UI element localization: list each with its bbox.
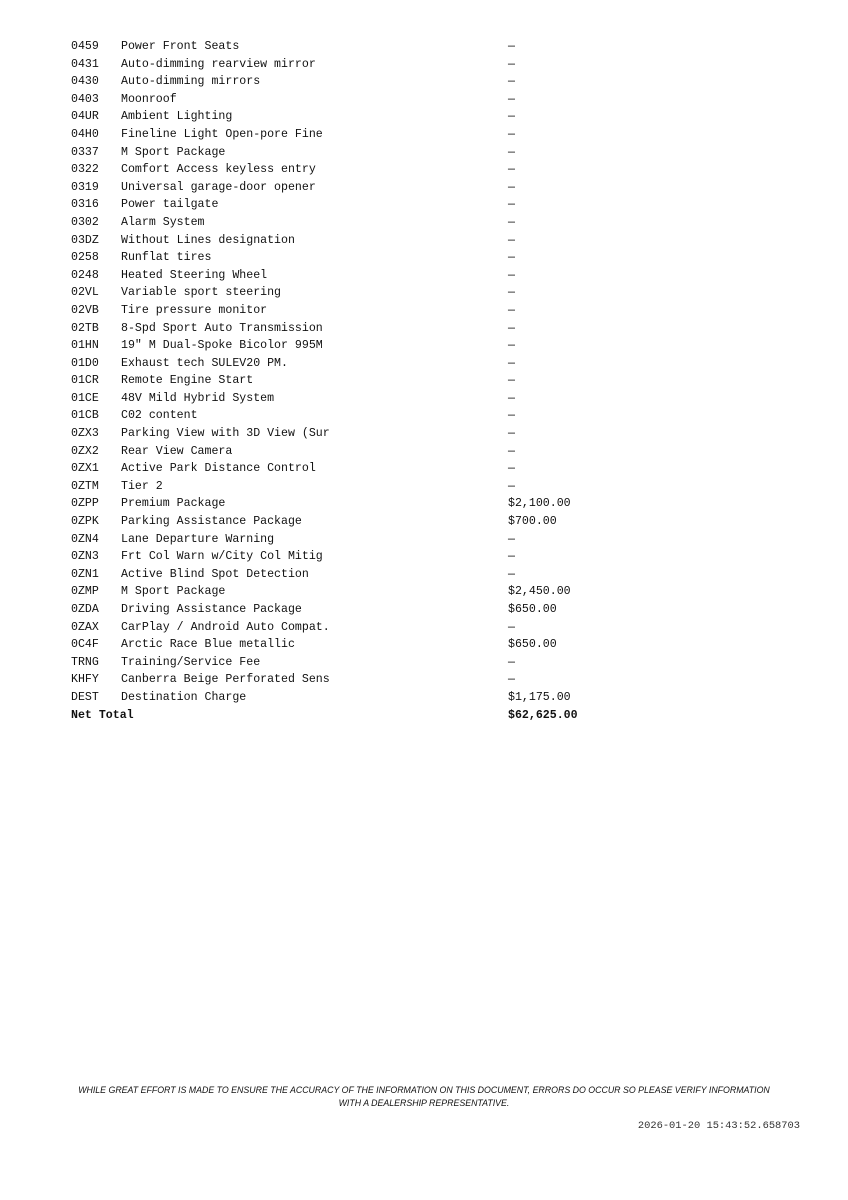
option-price: — [508,286,515,300]
option-price: — [508,127,515,141]
option-price: — [508,180,515,194]
line-item-row [71,619,631,637]
option-description: Moonroof [121,92,177,106]
line-item-row [71,443,631,461]
option-description: Fineline Light Open-pore Fine [121,127,323,141]
line-item-row [71,126,631,144]
line-item-row [71,179,631,197]
net-total-label: Net Total [71,708,134,722]
line-item-row [71,249,631,267]
line-item-row [71,232,631,250]
line-item-row [71,531,631,549]
option-price: — [508,215,515,229]
option-price: $650.00 [508,638,557,652]
option-price: — [508,321,515,335]
option-code: 01CB [71,409,99,423]
option-description: Heated Steering Wheel [121,268,268,282]
option-description: CarPlay / Android Auto Compat. [121,620,330,634]
line-item-row [71,320,631,338]
option-code: 01D0 [71,356,99,370]
option-code: 03DZ [71,233,99,247]
line-item-row [71,407,631,425]
line-item-row [71,144,631,162]
option-code: 0430 [71,75,99,89]
print-timestamp: 2026-01-20 15:43:52.658703 [637,1120,800,1132]
option-description: Frt Col Warn w/City Col Mitig [121,550,323,564]
option-code: 02VL [71,286,99,300]
option-description: M Sport Package [121,585,226,599]
option-code: 04H0 [71,127,99,141]
line-item-row [71,56,631,74]
option-price: — [508,75,515,89]
option-description: Parking Assistance Package [121,515,302,529]
line-item-row [71,355,631,373]
option-code: TRNG [71,655,99,669]
option-code: 0ZTM [71,479,99,493]
option-price: $2,100.00 [508,497,571,511]
option-code: 01CE [71,391,99,405]
option-price: — [508,163,515,177]
option-description: Ambient Lighting [121,110,233,124]
option-price: — [508,339,515,353]
option-description: Driving Assistance Package [121,603,302,616]
option-code: 0ZX1 [71,462,99,476]
option-description: Rear View Camera [121,444,233,458]
option-description: Training/Service Fee [121,655,261,669]
option-description: Exhaust tech SULEV20 PM. [121,356,288,370]
line-item-row [71,689,631,707]
option-code: 0ZPK [71,515,99,529]
option-code: 0322 [71,163,99,177]
line-item-row [71,654,631,672]
line-item-row [71,671,631,689]
option-price: — [508,409,515,423]
line-item-row [71,583,631,601]
line-item-row [71,495,631,513]
line-item-row [71,478,631,496]
option-price: — [508,356,515,370]
option-price: — [508,145,515,159]
option-code: 01HN [71,339,99,353]
option-price: — [508,110,515,124]
disclaimer-text: WHILE GREAT EFFORT IS MADE TO ENSURE THE ACCURACY OF THE INFORMATION ON THIS DOCUMENT, ERRORS DO OCCUR SO PLEASE VERIFY INFORMATION WITH A DEALERSHIP REPRESENTATIVE. [78,1085,770,1108]
line-item-row [71,548,631,566]
line-item-row [71,425,631,443]
option-description: 8-Spd Sport Auto Transmission [121,321,323,335]
option-price: $2,450.00 [508,585,571,599]
line-item-row [71,513,631,531]
option-description: Auto-dimming rearview mirror [121,57,316,71]
option-description: Tier 2 [121,479,163,493]
option-price: — [508,57,515,71]
option-price: — [508,391,515,405]
option-description: 19" M Dual-Spoke Bicolor 995M [121,339,323,353]
option-code: 0ZAX [71,620,99,634]
line-item-row [71,38,631,56]
option-price: — [508,479,515,493]
option-description: Power Front Seats [121,40,240,53]
line-item-row [71,267,631,285]
line-item-row [71,636,631,654]
option-price: — [508,462,515,476]
net-total-row [71,707,631,725]
option-price: — [508,673,515,687]
option-code: 0319 [71,180,99,194]
option-description: 48V Mild Hybrid System [121,391,275,405]
option-code: 0ZX2 [71,444,99,458]
line-item-row [71,214,631,232]
option-price: — [508,620,515,634]
option-description: Universal garage-door opener [121,180,316,194]
option-description: Canberra Beige Perforated Sens [121,673,330,687]
option-code: 0248 [71,268,99,282]
option-code: 0337 [71,145,99,159]
option-description: Alarm System [121,215,205,229]
option-price: — [508,444,515,458]
option-price: — [508,92,515,106]
option-code: 0302 [71,215,99,229]
option-description: Runflat tires [121,251,212,265]
option-code: 01CR [71,374,99,388]
option-code: 0431 [71,57,99,71]
option-description: Tire pressure monitor [121,303,268,317]
option-price: — [508,550,515,564]
option-description: Power tailgate [121,198,219,212]
option-price: $700.00 [508,515,557,529]
net-total-value: $62,625.00 [508,708,578,722]
option-price: — [508,567,515,581]
line-item-row [71,196,631,214]
option-description: M Sport Package [121,145,226,159]
option-code: 04UR [71,110,99,124]
option-description: Variable sport steering [121,286,282,300]
line-item-row [71,284,631,302]
option-price: — [508,427,515,441]
option-description: Premium Package [121,497,226,511]
option-price: — [508,251,515,265]
line-item-row [71,91,631,109]
option-code: 02VB [71,303,99,317]
option-description: Remote Engine Start [121,374,254,388]
option-code: 0403 [71,92,99,106]
line-item-row [71,566,631,584]
option-price: — [508,532,515,546]
option-code: 0316 [71,198,99,212]
option-price: — [508,40,515,53]
option-description: Without Lines designation [121,233,295,247]
option-description: Active Park Distance Control [121,462,316,476]
line-item-row [71,390,631,408]
option-code: DEST [71,690,99,704]
option-description: Parking View with 3D View (Sur [121,427,330,441]
option-code: 02TB [71,321,99,335]
option-description: Comfort Access keyless entry [121,163,316,177]
option-price: — [508,198,515,212]
option-description: Arctic Race Blue metallic [121,638,295,652]
line-item-row [71,302,631,320]
option-description: Destination Charge [121,690,247,704]
line-item-row [71,108,631,126]
option-description: Active Blind Spot Detection [121,567,309,581]
option-code: 0ZMP [71,585,99,599]
option-description: Auto-dimming mirrors [121,75,261,89]
option-code: 0ZN3 [71,550,99,564]
option-code: 0C4F [71,638,99,652]
option-code: 0ZDA [71,603,99,616]
option-price: $1,175.00 [508,690,571,704]
option-price: — [508,303,515,317]
option-description: Lane Departure Warning [121,532,275,546]
option-price: $650.00 [508,603,557,616]
option-price: — [508,374,515,388]
option-code: 0ZN4 [71,532,99,546]
option-price: — [508,233,515,247]
line-item-row [71,337,631,355]
line-item-row [71,73,631,91]
option-code: 0258 [71,251,99,265]
option-code: 0ZN1 [71,567,99,581]
line-item-row [71,460,631,478]
line-item-row [71,161,631,179]
option-description: C02 content [121,409,198,423]
option-code: 0ZPP [71,497,99,511]
option-price: — [508,655,515,669]
option-price: — [508,268,515,282]
option-code: KHFY [71,673,99,687]
line-item-row [71,372,631,390]
line-items-list [71,38,631,724]
option-code: 0459 [71,40,99,53]
line-item-row [71,601,631,619]
option-code: 0ZX3 [71,427,99,441]
